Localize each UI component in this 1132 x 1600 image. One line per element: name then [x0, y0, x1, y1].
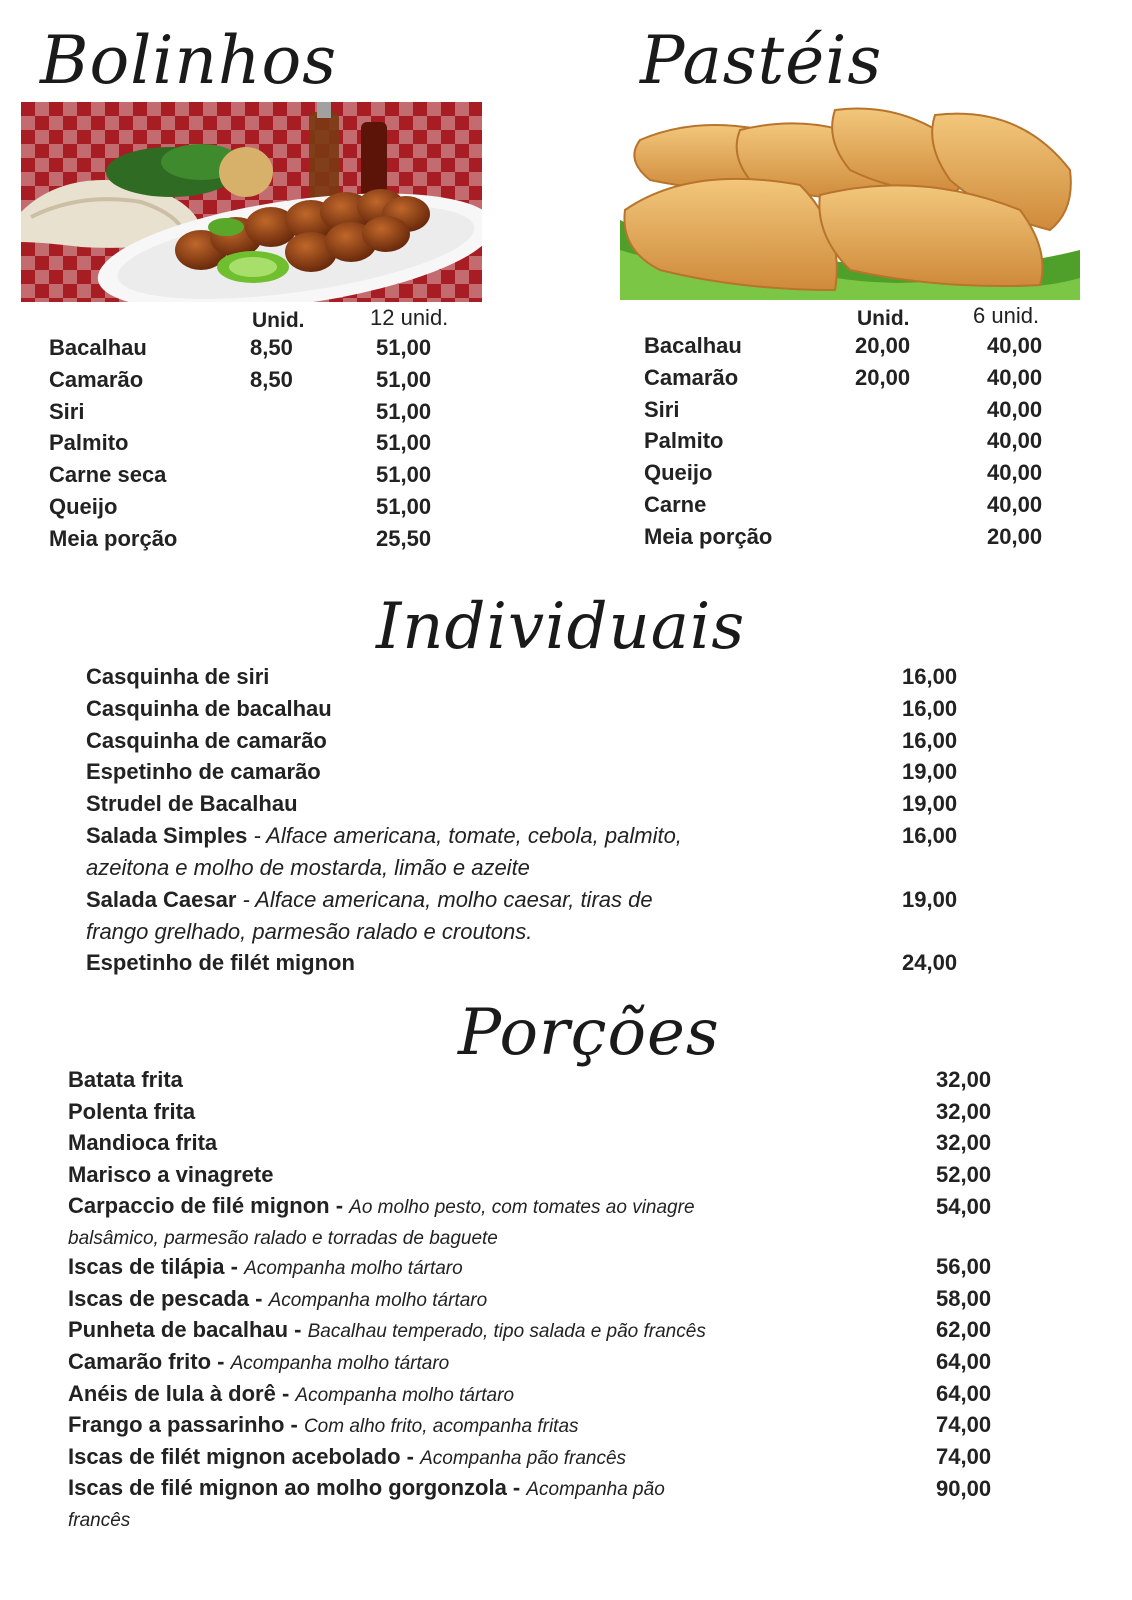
item-price: 56,00: [936, 1253, 992, 1279]
item-text: [86, 661, 696, 693]
item-text: [68, 1283, 748, 1317]
item-price: 32,00: [936, 1067, 992, 1092]
table-row: [566, 397, 1132, 429]
item-price: 74,00: [936, 1444, 992, 1469]
bolinhos-table: [0, 0, 566, 560]
list-item: [68, 1409, 998, 1443]
bolinhos-title: Bolinhos: [40, 22, 338, 99]
item-text: [86, 756, 696, 788]
item-price: 58,00: [936, 1285, 992, 1311]
pack-price: 51,00: [376, 462, 432, 488]
pack-price: 40,00: [987, 492, 1043, 517]
list-item: [68, 1191, 998, 1253]
list-item: [68, 1473, 998, 1535]
pack-price: 51,00: [376, 335, 432, 360]
pack-price: 51,00: [376, 494, 432, 519]
item-name: Batata frita: [68, 1067, 183, 1092]
item-text: [68, 1314, 748, 1348]
pack-price: 51,00: [376, 366, 432, 392]
table-row: [566, 333, 1132, 365]
item-name: Queijo: [49, 494, 118, 519]
item-name: Palmito: [49, 430, 129, 456]
bolinhos-col-pack: 12 unid.: [370, 305, 449, 330]
pack-price: 51,00: [376, 398, 432, 424]
item-description: Acompanha pão francês: [420, 1448, 627, 1469]
item-text: [68, 1159, 748, 1191]
item-name: Mandioca frita: [68, 1130, 218, 1156]
item-text: [86, 884, 696, 948]
table-row: [0, 462, 566, 494]
item-name: Espetinho de filét mignon: [86, 950, 355, 975]
item-text: [86, 788, 696, 820]
item-text: [86, 693, 696, 725]
item-name: Punheta de bacalhau -: [68, 1317, 308, 1343]
item-price: 52,00: [936, 1162, 992, 1188]
item-description: Bacalhau temperado, tipo salada e pão francês: [307, 1321, 706, 1343]
item-text: [68, 1378, 748, 1412]
item-text: [86, 820, 696, 884]
item-name: Casquinha de siri: [86, 664, 270, 689]
table-row: [0, 335, 566, 367]
table-row: [566, 524, 1132, 556]
unit-price: 8,50: [250, 335, 293, 360]
pasteis-table: [566, 0, 1132, 560]
item-price: 19,00: [902, 791, 958, 817]
item-price: 54,00: [936, 1193, 992, 1219]
individuais-title: Individuais: [376, 590, 746, 664]
item-price: 16,00: [902, 695, 958, 721]
item-name: Bacalhau: [644, 333, 742, 358]
table-row: [0, 367, 566, 399]
pasteis-col-unit: Unid.: [857, 307, 910, 330]
pack-price: 25,50: [376, 525, 432, 551]
list-item: [68, 1096, 998, 1128]
item-name: Carne: [644, 492, 707, 517]
item-name: Palmito: [644, 428, 724, 454]
item-description: Acompanha molho tártaro: [230, 1352, 450, 1374]
unit-price: 20,00: [855, 333, 911, 358]
unit-price: 8,50: [250, 366, 293, 392]
list-item: [86, 820, 966, 884]
item-price: 16,00: [902, 664, 958, 689]
item-name: Camarão: [49, 366, 144, 392]
table-row: [566, 428, 1132, 460]
pasteis-title: Pastéis: [640, 22, 883, 99]
item-name: Bacalhau: [49, 335, 147, 360]
item-price: 64,00: [936, 1380, 992, 1406]
item-name: Meia porção: [644, 523, 773, 549]
item-name: Meia porção: [49, 525, 178, 551]
item-text: [68, 1191, 748, 1253]
item-name: Carne seca: [49, 462, 167, 488]
item-name: Iscas de filé mignon ao molho gorgonzola -: [68, 1474, 527, 1500]
item-name: Iscas de pescada -: [68, 1285, 269, 1311]
item-price: 32,00: [936, 1130, 992, 1156]
item-name: Anéis de lula à dorê -: [68, 1380, 296, 1406]
pack-price: 40,00: [987, 396, 1043, 422]
item-name: Espetinho de camarão: [86, 759, 321, 785]
item-text: [68, 1441, 748, 1475]
unit-price: 20,00: [855, 364, 911, 390]
item-text: [68, 1096, 748, 1128]
item-name: Marisco a vinagrete: [68, 1162, 274, 1188]
list-item: [68, 1251, 998, 1285]
item-name: Polenta frita: [68, 1098, 196, 1124]
item-description: Acompanha molho tártaro: [244, 1257, 463, 1279]
item-name: Casquinha de camarão: [86, 727, 327, 753]
item-text: [68, 1346, 748, 1380]
item-description: - Alface americana, tomate, cebola, palmito, azeitona e molho de mostarda, limão e azeite: [86, 823, 682, 880]
pack-price: 51,00: [376, 430, 432, 456]
pack-price: 20,00: [987, 523, 1043, 549]
bolinhos-col-unit: Unid.: [252, 309, 305, 332]
list-item: [68, 1441, 998, 1475]
item-name: Camarão frito -: [68, 1348, 231, 1374]
item-name: Iscas de tilápia -: [68, 1253, 245, 1279]
item-price: 16,00: [902, 727, 958, 753]
item-name: Camarão: [644, 364, 739, 390]
item-description: Acompanha molho tártaro: [268, 1289, 488, 1311]
item-price: 74,00: [936, 1412, 992, 1438]
pack-price: 40,00: [987, 460, 1043, 486]
item-text: [68, 1251, 748, 1285]
item-name: Iscas de filét mignon acebolado -: [68, 1444, 421, 1469]
item-description: Acompanha pão francês: [68, 1478, 665, 1531]
list-item: [86, 756, 966, 788]
item-name: Siri: [644, 396, 680, 422]
list-item: [68, 1314, 998, 1348]
item-price: 19,00: [902, 759, 958, 785]
list-item: [68, 1283, 998, 1317]
item-text: [86, 947, 696, 979]
list-item: [68, 1127, 998, 1159]
item-name: Carpaccio de filé mignon -: [68, 1192, 350, 1218]
item-text: [68, 1127, 748, 1159]
list-item: [86, 693, 966, 725]
table-row: [0, 430, 566, 462]
table-row: [566, 460, 1132, 492]
item-name: Frango a passarinho -: [68, 1412, 304, 1438]
table-row: [0, 399, 566, 431]
item-text: [86, 725, 696, 757]
table-row: [0, 494, 566, 526]
item-price: 64,00: [936, 1348, 992, 1374]
pack-price: 40,00: [987, 364, 1043, 390]
list-item: [86, 788, 966, 820]
list-item: [68, 1159, 998, 1191]
list-item: [86, 725, 966, 757]
item-name: Queijo: [644, 460, 713, 486]
item-name: Salada Caesar: [86, 886, 237, 912]
list-item: [68, 1346, 998, 1380]
item-name: Casquinha de bacalhau: [86, 695, 332, 721]
item-description: Ao molho pesto, com tomates ao vinagre balsâmico, parmesão ralado e torradas de baguete: [68, 1196, 695, 1249]
table-row: [566, 492, 1132, 524]
item-price: 62,00: [936, 1317, 992, 1343]
list-item: [86, 661, 966, 693]
table-row: [0, 526, 566, 558]
item-price: 32,00: [936, 1098, 992, 1124]
list-item: [68, 1378, 998, 1412]
list-item: [86, 884, 966, 948]
pack-price: 40,00: [987, 333, 1043, 358]
item-name: Strudel de Bacalhau: [86, 791, 298, 817]
item-price: 24,00: [902, 950, 958, 975]
item-price: 16,00: [902, 823, 958, 848]
item-name: Siri: [49, 398, 85, 424]
item-text: [68, 1064, 748, 1096]
item-description: Acompanha molho tártaro: [295, 1384, 515, 1406]
porcoes-title: Porções: [458, 996, 720, 1070]
item-text: [68, 1473, 688, 1535]
pack-price: 40,00: [987, 428, 1043, 454]
item-description: Com alho frito, acompanha fritas: [303, 1416, 579, 1438]
item-description: - Alface americana, molho caesar, tiras de frango grelhado, parmesão ralado e croutons.: [86, 886, 653, 944]
item-text: [68, 1409, 748, 1443]
item-price: 19,00: [902, 886, 958, 912]
item-name: Salada Simples: [86, 823, 248, 848]
list-item: [86, 947, 966, 979]
table-row: [566, 365, 1132, 397]
item-price: 90,00: [936, 1475, 992, 1501]
pasteis-col-pack: 6 unid.: [973, 303, 1040, 328]
list-item: [68, 1064, 998, 1096]
